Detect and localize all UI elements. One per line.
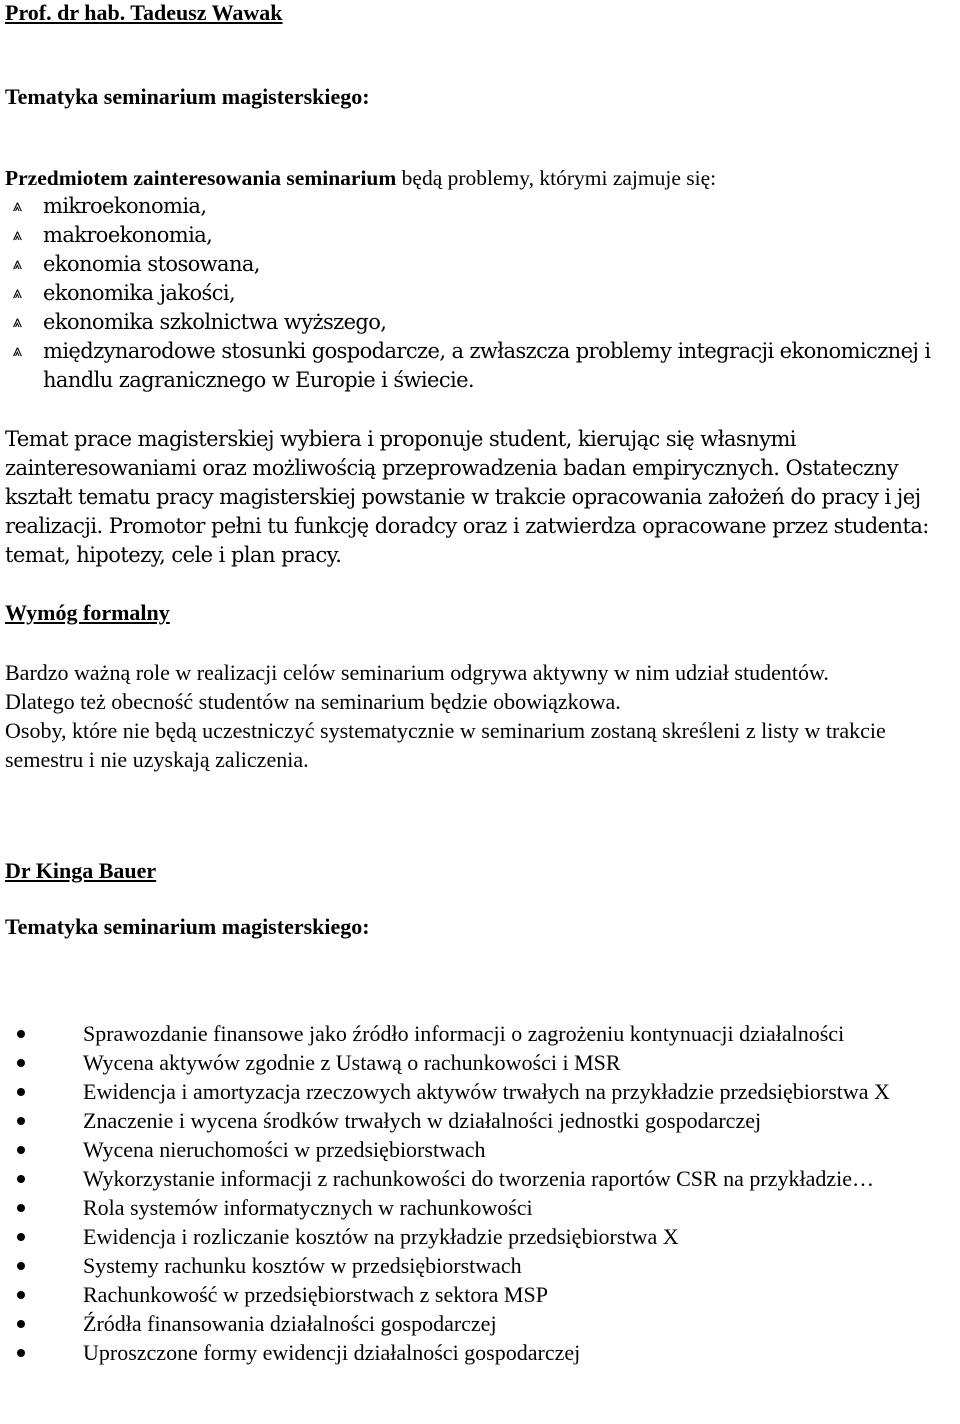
formal-line: Dlatego też obecność studentów na seminarium będzie obowiązkowa. bbox=[5, 689, 621, 714]
list-item bbox=[83, 1251, 959, 1280]
formal-line: Osoby, które nie będą uczestniczyć systematycznie w seminarium zostaną skreśleni z listy w trakcie semestru i nie uzyskają zaliczenia. bbox=[5, 718, 886, 772]
arrow-tip-icon: ⩓ bbox=[12, 312, 22, 332]
list-item bbox=[83, 1077, 959, 1106]
list-item-text: makroekonomia, bbox=[43, 223, 213, 247]
list-item bbox=[83, 1338, 959, 1367]
list-item-text: ekonomia stosowana, bbox=[43, 252, 260, 276]
intro-rest: będą problemy, którymi zajmuje się: bbox=[396, 166, 717, 190]
bullet-dot-icon bbox=[17, 1291, 25, 1299]
list-item bbox=[12, 279, 943, 308]
author-name: Prof. dr hab. Tadeusz Wawak bbox=[5, 0, 283, 25]
bullet-dot-icon bbox=[17, 1204, 25, 1212]
list-item-text: Wycena nieruchomości w przedsiębiorstwach bbox=[83, 1137, 486, 1162]
formal-line: Bardzo ważną role w realizacji celów seminarium odgrywa aktywny w nim udział studentów. bbox=[5, 660, 829, 685]
list-item bbox=[83, 1193, 959, 1222]
list-item-text: Systemy rachunku kosztów w przedsiębiorstwach bbox=[83, 1253, 522, 1278]
list-item-text: Ewidencja i rozliczanie kosztów na przykładzie przedsiębiorstwa X bbox=[83, 1224, 679, 1249]
intro-sentence bbox=[5, 163, 716, 193]
topic-selection-paragraph: Temat prace magisterskiej wybiera i proponuje student, kierując się własnymi zainteresowaniami oraz możliwością przeprowadzenia badan empirycznych. Ostateczny kształt tematu pracy magisterskiej powstanie w trakcie opracowania założeń do pracy i jej realizacji. Promotor pełni tu funkcję doradcy oraz i zatwierdza opracowane przez studenta: temat, hipotezy, cele i plan pracy. bbox=[5, 427, 929, 567]
intro-bold: Przedmiotem zainteresowania seminarium bbox=[5, 166, 397, 190]
topic-list bbox=[83, 1019, 959, 1367]
bullet-dot-icon bbox=[17, 1088, 25, 1096]
arrow-tip-icon: ⩓ bbox=[12, 225, 22, 245]
list-item bbox=[83, 1280, 959, 1309]
bullet-dot-icon bbox=[17, 1117, 25, 1125]
list-item bbox=[12, 308, 943, 337]
arrow-tip-icon: ⩓ bbox=[12, 254, 22, 274]
list-item-text: Sprawozdanie finansowe jako źródło informacji o zagrożeniu kontynuacji działalności bbox=[83, 1021, 845, 1046]
list-item bbox=[83, 1048, 959, 1077]
author-name: Dr Kinga Bauer bbox=[5, 858, 157, 883]
list-item-text: Wycena aktywów zgodnie z Ustawą o rachunkowości i MSR bbox=[83, 1050, 621, 1075]
list-item bbox=[12, 192, 943, 221]
list-item bbox=[83, 1135, 959, 1164]
list-item-text: międzynarodowe stosunki gospodarcze, a zwłaszcza problemy integracji ekonomicznej i handlu zagranicznego w Europie i świecie. bbox=[43, 339, 931, 392]
list-item-text: Ewidencja i amortyzacja rzeczowych aktywów trwałych na przykładzie przedsiębiorstwa X bbox=[83, 1079, 890, 1104]
topic-list bbox=[12, 192, 943, 395]
list-item bbox=[12, 337, 943, 395]
list-item bbox=[83, 1106, 959, 1135]
list-item-text: ekonomika jakości, bbox=[43, 281, 236, 305]
list-item-text: mikroekonomia, bbox=[43, 194, 207, 218]
list-item bbox=[83, 1222, 959, 1251]
section-heading: Tematyka seminarium magisterskiego: bbox=[5, 914, 370, 939]
list-item bbox=[12, 221, 943, 250]
bullet-dot-icon bbox=[17, 1233, 25, 1241]
arrow-tip-icon: ⩓ bbox=[12, 283, 22, 303]
bullet-dot-icon bbox=[17, 1146, 25, 1154]
list-item-text: Uproszczone formy ewidencji działalności gospodarczej bbox=[83, 1340, 581, 1365]
list-item bbox=[12, 250, 943, 279]
bullet-dot-icon bbox=[17, 1175, 25, 1183]
list-item-text: Rachunkowość w przedsiębiorstwach z sektora MSP bbox=[83, 1282, 548, 1307]
bullet-dot-icon bbox=[17, 1262, 25, 1270]
list-item bbox=[83, 1309, 959, 1338]
formal-requirement-heading: Wymóg formalny bbox=[5, 600, 170, 625]
list-item bbox=[83, 1019, 959, 1048]
list-item-text: Rola systemów informatycznych w rachunkowości bbox=[83, 1195, 533, 1220]
bullet-dot-icon bbox=[17, 1030, 25, 1038]
list-item-text: Znaczenie i wycena środków trwałych w działalności jednostki gospodarczej bbox=[83, 1108, 762, 1133]
list-item-text: ekonomika szkolnictwa wyższego, bbox=[43, 310, 387, 334]
arrow-tip-icon: ⩓ bbox=[12, 341, 22, 361]
arrow-tip-icon: ⩓ bbox=[12, 196, 22, 216]
bullet-dot-icon bbox=[17, 1320, 25, 1328]
list-item-text: Źródła finansowania działalności gospodarczej bbox=[83, 1311, 497, 1336]
list-item-text: Wykorzystanie informacji z rachunkowości do tworzenia raportów CSR na przykładzie… bbox=[83, 1166, 875, 1191]
bullet-dot-icon bbox=[17, 1349, 25, 1357]
list-item bbox=[83, 1164, 959, 1193]
bullet-dot-icon bbox=[17, 1059, 25, 1067]
section-heading: Tematyka seminarium magisterskiego: bbox=[5, 84, 370, 109]
